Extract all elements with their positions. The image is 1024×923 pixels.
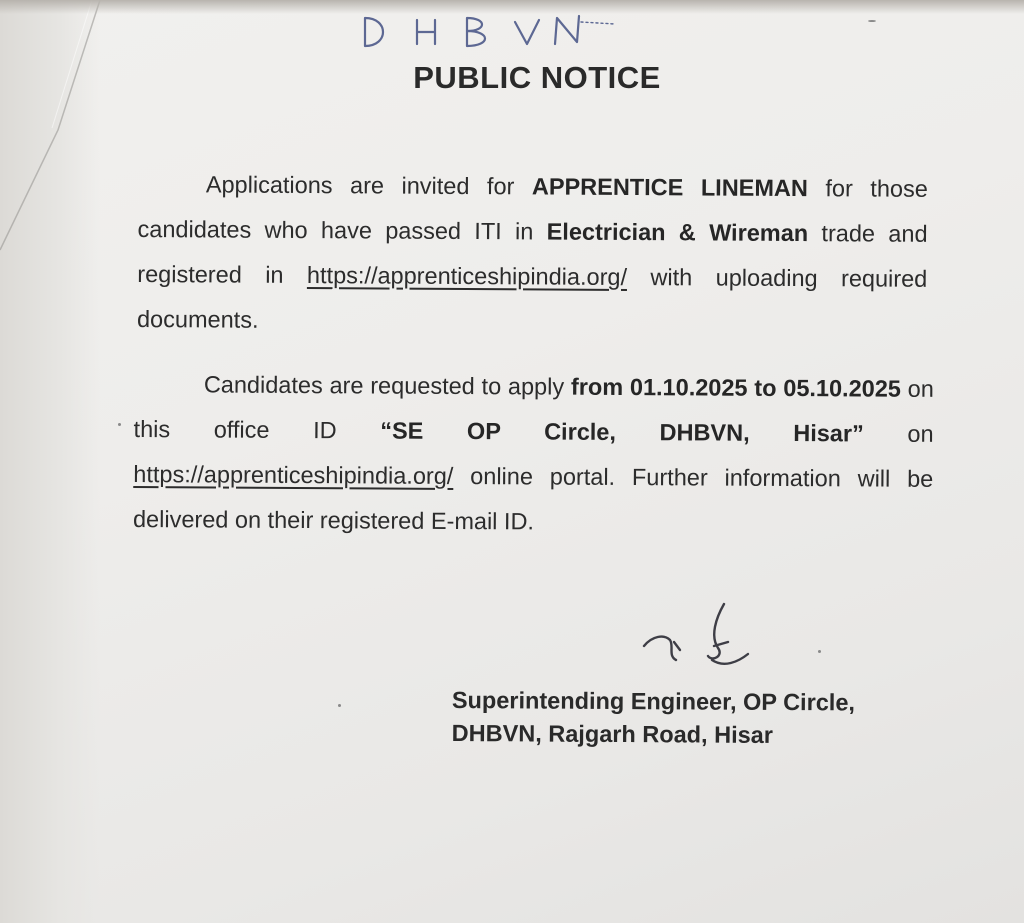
p1-text-b: for those candidates who have passed ITI in	[137, 175, 928, 245]
p2-text-b: on this office ID	[133, 375, 934, 444]
p1-trade: Electrician & Wireman	[546, 218, 809, 247]
p2-text-c: on	[863, 420, 934, 447]
paragraph-candidates	[133, 362, 934, 547]
p2-portal-link[interactable]: https://apprenticeshipindia.org/	[133, 460, 454, 489]
paragraph-applications	[137, 162, 928, 347]
p2-dates: from 01.10.2025 to 05.10.2025	[570, 373, 901, 402]
signatory-line-2: DHBVN, Rajgarh Road, Hisar	[451, 719, 774, 748]
paper-speck	[868, 20, 876, 22]
p1-text-d: with uploading required documents.	[136, 263, 928, 333]
p1-text-a: Applications are invited for	[205, 171, 532, 200]
paper-speck	[818, 650, 821, 653]
svg-text:DHBVN: DHBVN	[355, 8, 359, 9]
handwritten-signature	[638, 598, 768, 678]
p2-text-a: Candidates are requested to apply	[203, 371, 572, 400]
handwritten-header-text	[355, 8, 359, 9]
paper-speck	[338, 704, 341, 707]
p2-text-d: online portal. Further information will be delivered on their registered E-mail ID.	[132, 462, 934, 535]
p2-office-id: “SE OP Circle, DHBVN, Hisar”	[380, 417, 864, 447]
signatory-line-1: Superintending Engineer, OP Circle,	[451, 686, 856, 716]
paper-speck	[118, 423, 121, 426]
p1-portal-link[interactable]: https://apprenticeshipindia.org/	[306, 262, 628, 290]
signatory-block	[452, 684, 855, 752]
paper-fold-line	[0, 0, 120, 260]
p1-role: APPRENTICE LINEMAN	[531, 173, 808, 202]
p1-text-c: trade and registered in	[137, 220, 928, 289]
handwritten-dhbvn-mark	[355, 8, 625, 52]
page-title: PUBLIC NOTICE	[413, 60, 661, 95]
